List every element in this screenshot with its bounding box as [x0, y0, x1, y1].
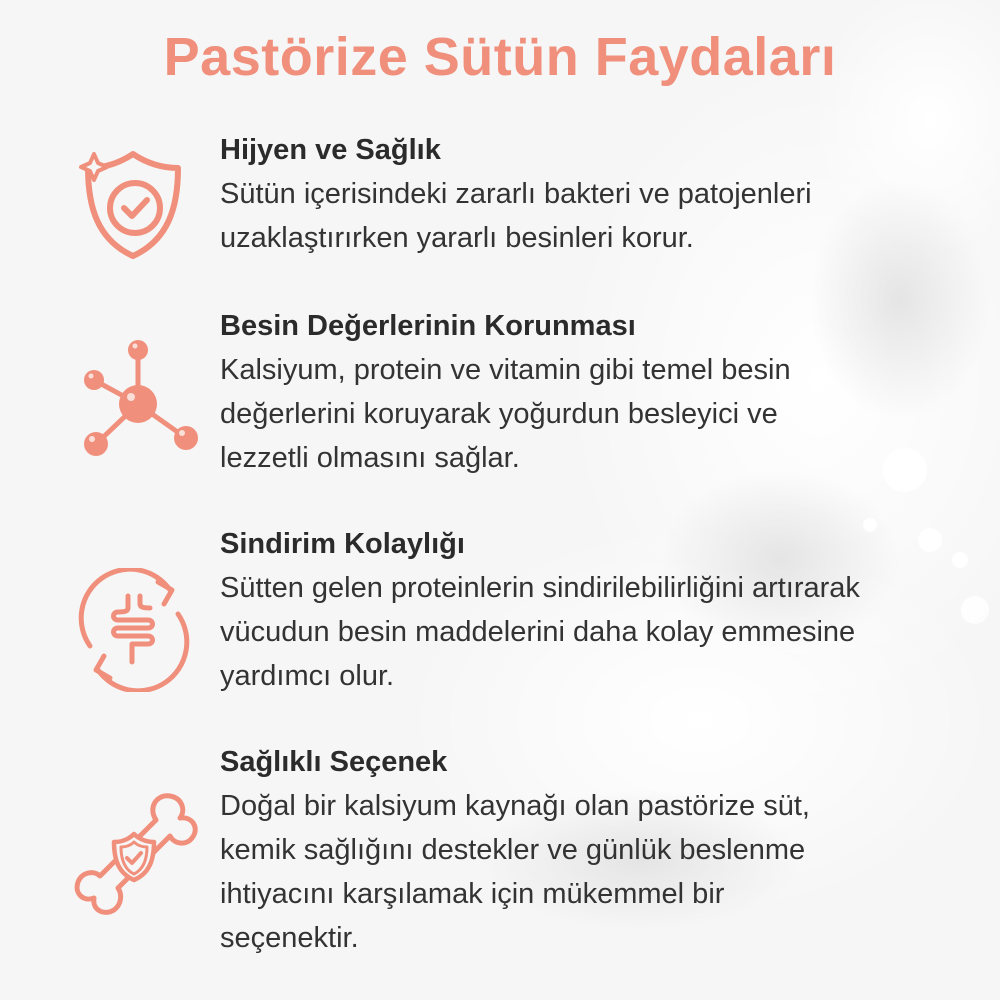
benefit-title: Besin Değerlerinin Korunması: [220, 310, 636, 342]
benefit-title: Sağlıklı Seçenek: [220, 746, 448, 778]
molecule-icon: [74, 334, 204, 469]
shield-check-icon: [78, 148, 188, 268]
benefit-description: Sütten gelen proteinlerin sindirilebilirliğini artırarak vücudun besin maddelerini daha kolay emmesine yardımcı olur.: [220, 572, 860, 692]
benefit-description: Kalsiyum, protein ve vitamin gibi temel besin değerlerini koruyarak yoğurdun besleyici ve lezzetli olmasını sağlar.: [220, 354, 791, 474]
bone-shield-icon: [72, 790, 202, 925]
benefit-title: Hijyen ve Sağlık: [220, 134, 441, 166]
page-title: Pastörize Sütün Faydaları: [163, 27, 837, 87]
intestine-cycle-icon: [72, 568, 196, 697]
benefit-title: Sindirim Kolaylığı: [220, 528, 465, 560]
benefit-description: Sütün içerisindeki zararlı bakteri ve patojenleri uzaklaştırırken yararlı besinleri korur.: [220, 178, 812, 254]
benefit-description: Doğal bir kalsiyum kaynağı olan pastörize süt, kemik sağlığını destekler ve günlük beslenme ihtiyacını karşılamak için mükemmel bir seçenektir.: [220, 790, 810, 954]
